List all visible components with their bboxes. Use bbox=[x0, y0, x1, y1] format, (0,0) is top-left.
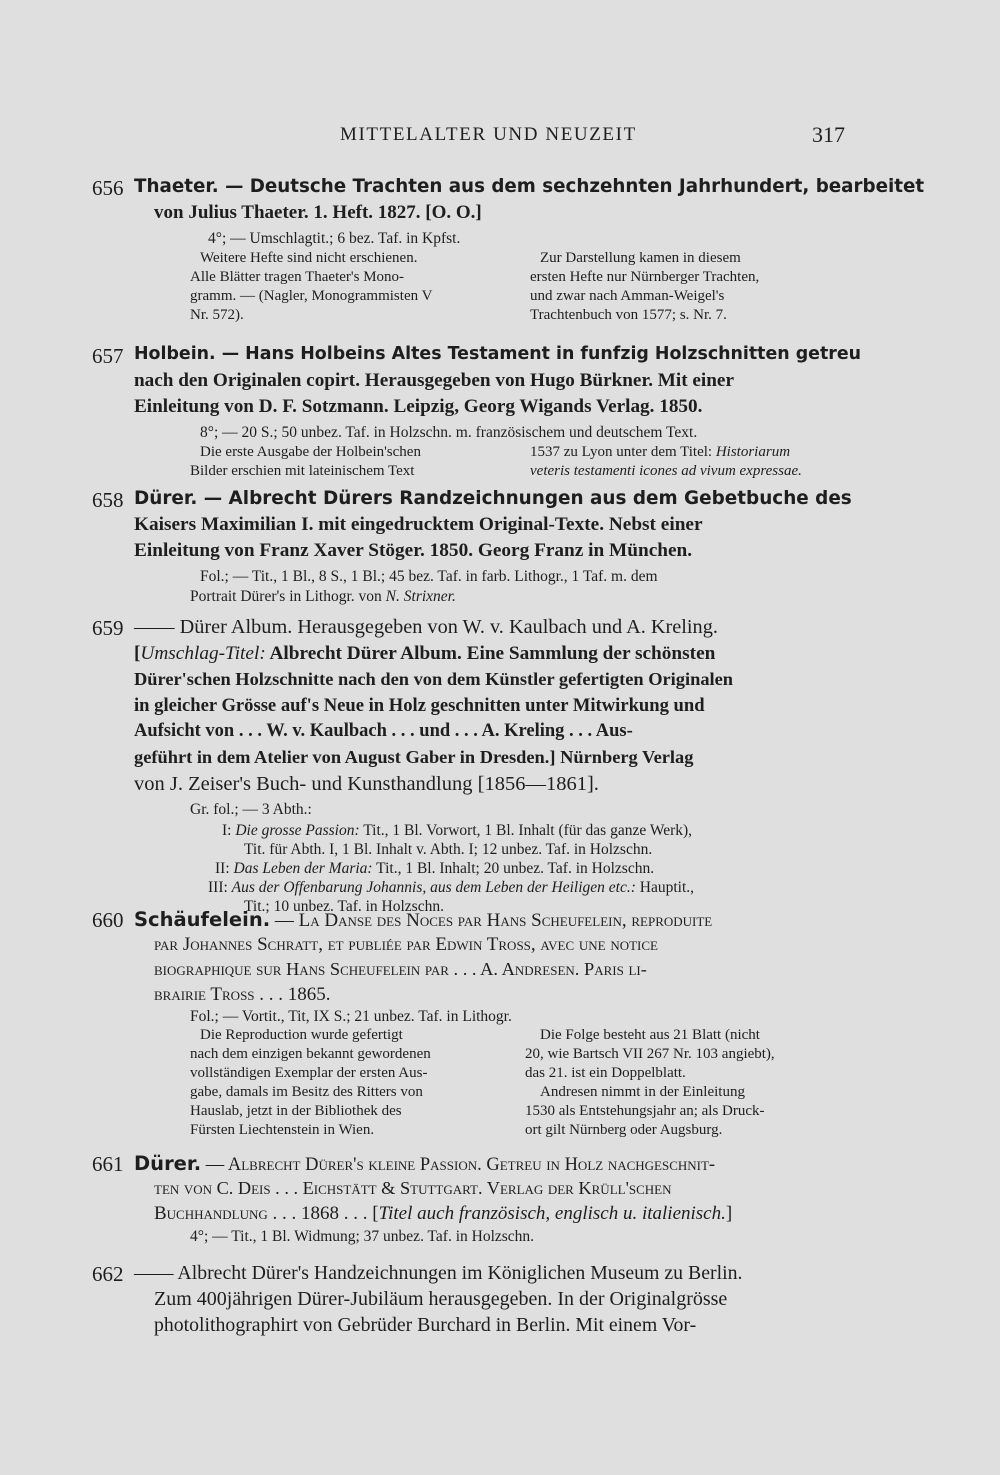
entry-number: 660 bbox=[92, 908, 124, 932]
entry-description: Fol.; — Vortit., Tit, IX S.; 21 unbez. Taf. in Lithogr. bbox=[190, 1008, 512, 1025]
entry-description: Fol.; — Tit., 1 Bl., 8 S., 1 Bl.; 45 bez. Taf. in farb. Lithogr., 1 Taf. m. dem bbox=[200, 568, 658, 585]
note-line: Andresen nimmt in der Einleitung bbox=[540, 1084, 745, 1100]
note-line: Bilder erschien mit lateinischem Text bbox=[190, 463, 415, 479]
entry-title-line: Einleitung von Franz Xaver Stöger. 1850. Georg Franz in München. bbox=[134, 540, 693, 561]
entry-title-line: Dürer. — Albrecht Dürers Randzeichnungen aus dem Gebetbuche des bbox=[134, 488, 852, 509]
note-line: Alle Blätter tragen Thaeter's Mono- bbox=[190, 269, 405, 285]
note-line: Fürsten Liechtenstein in Wien. bbox=[190, 1122, 375, 1138]
note-title-italic: veteris testamenti icones ad vivum expressae. bbox=[530, 463, 802, 479]
page-number: 317 bbox=[812, 122, 845, 147]
entry-number: 659 bbox=[92, 616, 124, 640]
title-text: Buchhandlung . . . 1868 . . . [ bbox=[154, 1203, 379, 1224]
entry-number: 662 bbox=[92, 1262, 124, 1286]
entry-title-line: Aufsicht von . . . W. v. Kaulbach . . . und . . . A. Kreling . . . Aus- bbox=[134, 721, 633, 741]
note-line: gramm. — (Nagler, Monogrammisten V bbox=[190, 288, 433, 304]
entry-title-line: —— Dürer Album. Herausgegeben von W. v. Kaulbach und A. Kreling. bbox=[134, 616, 718, 638]
entry-title-line: Holbein. — Hans Holbeins Altes Testament in funfzig Holzschnitten getreu bbox=[134, 344, 862, 364]
entry-description: 4°; — Umschlagtit.; 6 bez. Taf. in Kpfst. bbox=[208, 230, 461, 247]
note-line: vollständigen Exemplar der ersten Aus- bbox=[190, 1065, 428, 1081]
running-title: MITTELALTER UND NEUZEIT bbox=[340, 124, 637, 145]
entry-description: 8°; — 20 S.; 50 unbez. Taf. in Holzschn. m. französischem und deutschem Text. bbox=[200, 424, 698, 441]
entry-head: Dürer. bbox=[134, 1152, 202, 1175]
part-text: Tit., 1 Bl. Vorwort, 1 Bl. Inhalt (für das ganze Werk), bbox=[359, 822, 693, 839]
entry-title-line: —— Albrecht Dürer's Handzeichnungen im Königlichen Museum zu Berlin. bbox=[134, 1262, 743, 1284]
entry-title-line: par Johannes Schratt, et publiée par Edwin Tross, avec une notice bbox=[154, 934, 658, 955]
description-italic: N. Strixner. bbox=[385, 588, 456, 605]
note-line bbox=[530, 444, 790, 461]
note-line: ersten Hefte nur Nürnberger Trachten, bbox=[530, 269, 760, 285]
note-title-italic: Historiarum bbox=[715, 444, 791, 460]
part-title: Das Leben der Maria: bbox=[233, 860, 373, 877]
part-line bbox=[208, 879, 694, 897]
entry-number: 658 bbox=[92, 488, 124, 512]
title-text: — La Danse des Noces par Hans Scheufelein, reproduite bbox=[270, 910, 713, 931]
note-line: Hauslab, jetzt in der Bibliothek des bbox=[190, 1103, 402, 1119]
note-line: Weitere Hefte sind nicht erschienen. bbox=[200, 250, 418, 266]
note-line: Die Folge besteht aus 21 Blatt (nicht bbox=[540, 1027, 760, 1043]
entry-title-line: von Julius Thaeter. 1. Heft. 1827. [O. O.] bbox=[154, 202, 482, 223]
entry-description: Gr. fol.; — 3 Abth.: bbox=[190, 801, 312, 818]
note-line: Zur Darstellung kamen in diesem bbox=[540, 250, 741, 266]
part-label: II: bbox=[215, 860, 230, 877]
note-line: gabe, damals im Besitz des Ritters von bbox=[190, 1084, 423, 1100]
entry-title-line: Einleitung von D. F. Sotzmann. Leipzig, Georg Wigands Verlag. 1850. bbox=[134, 396, 703, 417]
description-text: Portrait Dürer's in Lithogr. von bbox=[190, 588, 386, 605]
entry-title-line: Kaisers Maximilian I. mit eingedrucktem Original-Texte. Nebst einer bbox=[134, 514, 703, 535]
entry-title-line bbox=[134, 643, 715, 665]
entry-number: 657 bbox=[92, 344, 124, 368]
title-italic: Titel auch französisch, englisch u. italienisch. bbox=[378, 1203, 726, 1224]
entry-title-line bbox=[134, 908, 712, 932]
part-line bbox=[222, 822, 692, 840]
note-text: 1537 zu Lyon unter dem Titel: bbox=[530, 444, 716, 460]
note-line: 20, wie Bartsch VII 267 Nr. 103 angiebt), bbox=[525, 1046, 775, 1062]
note-line: Nr. 572). bbox=[190, 307, 244, 323]
entry-number: 661 bbox=[92, 1152, 124, 1176]
entry-title-line: Zum 400jährigen Dürer-Jubiläum herausgegeben. In der Originalgrösse bbox=[154, 1288, 728, 1310]
note-line: das 21. ist ein Doppelblatt. bbox=[525, 1065, 686, 1081]
entry-title-line: in gleicher Grösse auf's Neue in Holz geschnitten unter Mitwirkung und bbox=[134, 695, 705, 716]
title-text: Albrecht Dürer Album. Eine Sammlung der schönsten bbox=[265, 643, 716, 664]
entry-description bbox=[190, 588, 456, 606]
title-label-italic: Umschlag-Titel: bbox=[140, 643, 266, 664]
entry-title-line bbox=[134, 1152, 715, 1176]
entry-title-line: ten von C. Deis . . . Eichstätt & Stuttgart. Verlag der Krüll'schen bbox=[154, 1178, 672, 1198]
note-line: nach dem einzigen bekannt gewordenen bbox=[190, 1046, 431, 1062]
part-title: Aus der Offenbarung Johannis, aus dem Leben der Heiligen etc.: bbox=[231, 879, 636, 896]
bracket: ] bbox=[725, 1203, 733, 1224]
entry-title-line: nach den Originalen copirt. Herausgegeben von Hugo Bürkner. Mit einer bbox=[134, 370, 734, 391]
part-text: Tit. für Abth. I, 1 Bl. Inhalt v. Abth. I; 12 unbez. Taf. in Holzschn. bbox=[244, 841, 653, 858]
entry-number: 656 bbox=[92, 176, 124, 200]
entry-title-line bbox=[154, 1203, 732, 1225]
entry-head: Schäufelein. bbox=[134, 908, 271, 931]
entry-title-line: brairie Tross . . . 1865. bbox=[154, 984, 331, 1005]
title-text: — Albrecht Dürer's kleine Passion. Getreu in Holz nachgeschnit- bbox=[201, 1155, 716, 1175]
entry-title-line: biographique sur Hans Scheufelein par . . . A. Andresen. Paris li- bbox=[154, 959, 647, 979]
entry-title-line: von J. Zeiser's Buch- und Kunsthandlung [1856—1861]. bbox=[134, 773, 599, 795]
part-line bbox=[215, 860, 654, 878]
bracket: [ bbox=[134, 643, 141, 664]
entry-title-line: photolithographirt von Gebrüder Burchard in Berlin. Mit einem Vor- bbox=[154, 1314, 697, 1336]
entry-title-line: Dürer'schen Holzschnitte nach den von dem Künstler gefertigten Originalen bbox=[134, 669, 734, 689]
running-head bbox=[0, 124, 1000, 154]
part-label: I: bbox=[222, 822, 232, 839]
note-line: Die Reproduction wurde gefertigt bbox=[200, 1027, 403, 1043]
part-label: III: bbox=[208, 879, 228, 896]
note-line: Die erste Ausgabe der Holbein'schen bbox=[200, 444, 421, 460]
part-title: Die grosse Passion: bbox=[235, 822, 360, 839]
part-text: Tit.; 10 unbez. Taf. in Holzschn. bbox=[244, 898, 444, 915]
note-line: Trachtenbuch von 1577; s. Nr. 7. bbox=[530, 307, 727, 323]
note-line: und zwar nach Amman-Weigel's bbox=[530, 288, 725, 304]
note-line: ort gilt Nürnberg oder Augsburg. bbox=[525, 1122, 723, 1138]
part-text: Tit., 1 Bl. Inhalt; 20 unbez. Taf. in Holzschn. bbox=[372, 860, 655, 877]
entry-title-line: geführt in dem Atelier von August Gaber in Dresden.] Nürnberg Verlag bbox=[134, 747, 694, 767]
part-text: Hauptit., bbox=[635, 879, 695, 896]
part-line bbox=[244, 841, 652, 859]
note-line: 1530 als Entstehungsjahr an; als Druck- bbox=[525, 1103, 765, 1119]
entry-title-line: Thaeter. — Deutsche Trachten aus dem sechzehnten Jahrhundert, bearbeitet bbox=[134, 176, 925, 197]
entry-description: 4°; — Tit., 1 Bl. Widmung; 37 unbez. Taf. in Holzschn. bbox=[190, 1228, 535, 1245]
